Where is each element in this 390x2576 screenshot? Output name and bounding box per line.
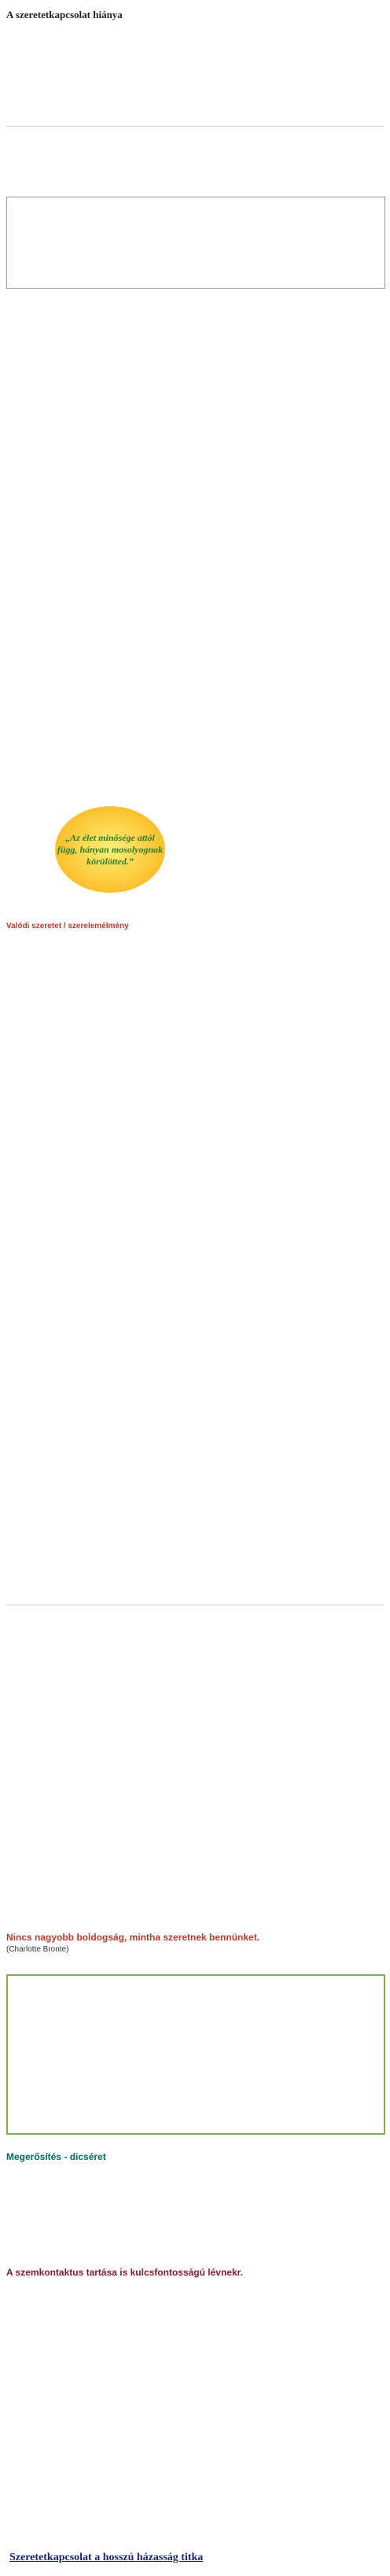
- highlight-box-praise: [6, 1974, 385, 2135]
- page-title: A szeretetkapcsolat hiánya: [6, 9, 123, 20]
- divider: [6, 126, 384, 127]
- info-box-1: [6, 197, 385, 289]
- bottom-title-link[interactable]: Szeretetkapcsolat a hosszú házasság titka: [9, 2552, 204, 2563]
- section-heading-affirmation: Megerősítés - dicséret: [6, 2151, 106, 2162]
- quote-author: (Charlotte Bronte): [6, 1945, 69, 1954]
- section-heading-real-love: Valódi szeretet / szerelemélmény: [6, 922, 129, 931]
- section-heading-happiness: Nincs nagyobb boldogság, mintha szeretnek bennünket.: [6, 1932, 260, 1943]
- quote-bubble: „Az élet minősége attól függ, hányan mosolyognak körülötted.”: [55, 806, 165, 893]
- section-heading-eye-contact: A szemkontaktus tartása is kulcsfontosságú lévnekr.: [6, 2267, 244, 2278]
